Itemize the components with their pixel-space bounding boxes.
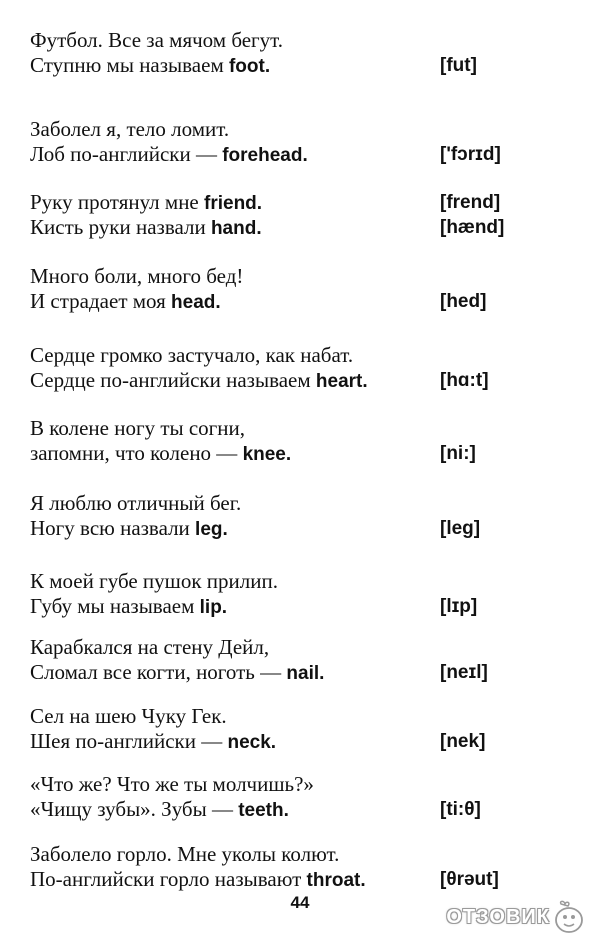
verse-line	[30, 190, 510, 215]
verse-text: Карабкался на стену Дейл,	[30, 635, 270, 659]
transcription: [hed]	[440, 291, 487, 312]
english-word: throat.	[306, 870, 366, 891]
stanza-neck	[30, 704, 510, 754]
verse-text: Кисть руки назвали	[30, 215, 211, 239]
english-word: head.	[171, 292, 221, 313]
verse-text: По-английски горло называют	[30, 867, 307, 891]
verse-line	[30, 660, 510, 685]
stanza-knee	[30, 416, 510, 466]
verse-line	[30, 343, 510, 368]
verse-text: Сердце громко застучало, как набат.	[30, 343, 354, 367]
transcription: [hɑ:t]	[440, 370, 489, 391]
stanza-throat	[30, 842, 510, 892]
verse-text: запомни, что колено —	[30, 441, 243, 465]
transcription: [ti:θ]	[440, 799, 481, 820]
verse-line	[30, 704, 510, 729]
verse-text: «Что же? Что же ты молчишь?»	[30, 772, 314, 796]
verse-line	[30, 516, 510, 541]
transcription: [leg]	[440, 518, 481, 539]
verse-text: И страдает моя	[30, 289, 172, 313]
verse-text: Руку протянул мне	[30, 190, 204, 214]
transcription: [ni:]	[440, 443, 476, 464]
english-word: leg.	[195, 519, 228, 540]
verse-line	[30, 28, 510, 53]
verse-text: Ногу всю назвали	[30, 516, 196, 540]
verse-line	[30, 729, 510, 754]
verse-line	[30, 264, 510, 289]
watermark	[446, 900, 586, 934]
verse-text: Сел на шею Чуку Гек.	[30, 704, 227, 728]
verse-line	[30, 416, 510, 441]
english-word: nail.	[286, 663, 325, 684]
transcription: [neɪl]	[440, 662, 488, 683]
verse-text: В колене ногу ты согни,	[30, 416, 246, 440]
stanza-lip	[30, 569, 510, 619]
transcription: ['fɔrɪd]	[440, 144, 501, 165]
verse-line	[30, 142, 510, 167]
verse-line	[30, 215, 510, 240]
verse-line	[30, 635, 510, 660]
verse-line	[30, 117, 510, 142]
verse-line	[30, 797, 510, 822]
transcription: [nek]	[440, 731, 486, 752]
transcription: [hænd]	[440, 217, 505, 238]
verse-text: Лоб по-английски —	[30, 142, 223, 166]
otzovik-logo-icon	[552, 900, 586, 934]
verse-line	[30, 569, 510, 594]
english-word: foot.	[228, 56, 271, 77]
verse-line	[30, 842, 510, 867]
english-word: neck.	[227, 732, 277, 753]
verse-line	[30, 867, 510, 892]
verse-text: К моей губе пушок прилип.	[30, 569, 278, 593]
verse-text: Много боли, много бед!	[30, 264, 244, 288]
stanza-teeth	[30, 772, 510, 822]
transcription: [θrəut]	[440, 869, 499, 890]
verse-text: Губу мы называем	[30, 594, 200, 618]
verse-line	[30, 491, 510, 516]
verse-line	[30, 594, 510, 619]
english-word: forehead.	[222, 145, 308, 166]
english-word: teeth.	[238, 800, 289, 821]
verse-text: Заболело горло. Мне уколы колют.	[30, 842, 340, 866]
verse-line	[30, 53, 510, 78]
watermark-text: ОТЗОВИК	[446, 905, 550, 928]
verse-text: Сломал все когти, ноготь —	[30, 660, 287, 684]
english-word: heart.	[315, 371, 368, 392]
verse-text: Шея по-английски —	[30, 729, 228, 753]
english-word: hand.	[210, 218, 262, 239]
verse-line	[30, 368, 510, 393]
stanza-friend-hand	[30, 190, 510, 240]
stanza-forehead	[30, 117, 510, 167]
stanza-foot	[30, 28, 510, 78]
transcription: [frend]	[440, 192, 501, 213]
verse-text: Футбол. Все за мячом бегут.	[30, 28, 284, 52]
page-number: 44	[290, 893, 310, 912]
english-word: friend.	[204, 193, 263, 214]
stanza-head	[30, 264, 510, 314]
transcription: [fut]	[440, 55, 477, 76]
verse-line	[30, 441, 510, 466]
english-word: knee.	[242, 444, 292, 465]
verse-text: Заболел я, тело ломит.	[30, 117, 230, 141]
verse-line	[30, 772, 510, 797]
verse-line	[30, 289, 510, 314]
verse-text: «Чищу зубы». Зубы —	[30, 797, 239, 821]
stanza-leg	[30, 491, 510, 541]
verse-text: Я люблю отличный бег.	[30, 491, 242, 515]
verse-text: Сердце по-английски называем	[30, 368, 316, 392]
verse-text: Ступню мы называем	[30, 53, 229, 77]
stanza-nail	[30, 635, 510, 685]
stanza-heart	[30, 343, 510, 393]
english-word: lip.	[199, 597, 228, 618]
transcription: [lɪp]	[440, 596, 478, 617]
